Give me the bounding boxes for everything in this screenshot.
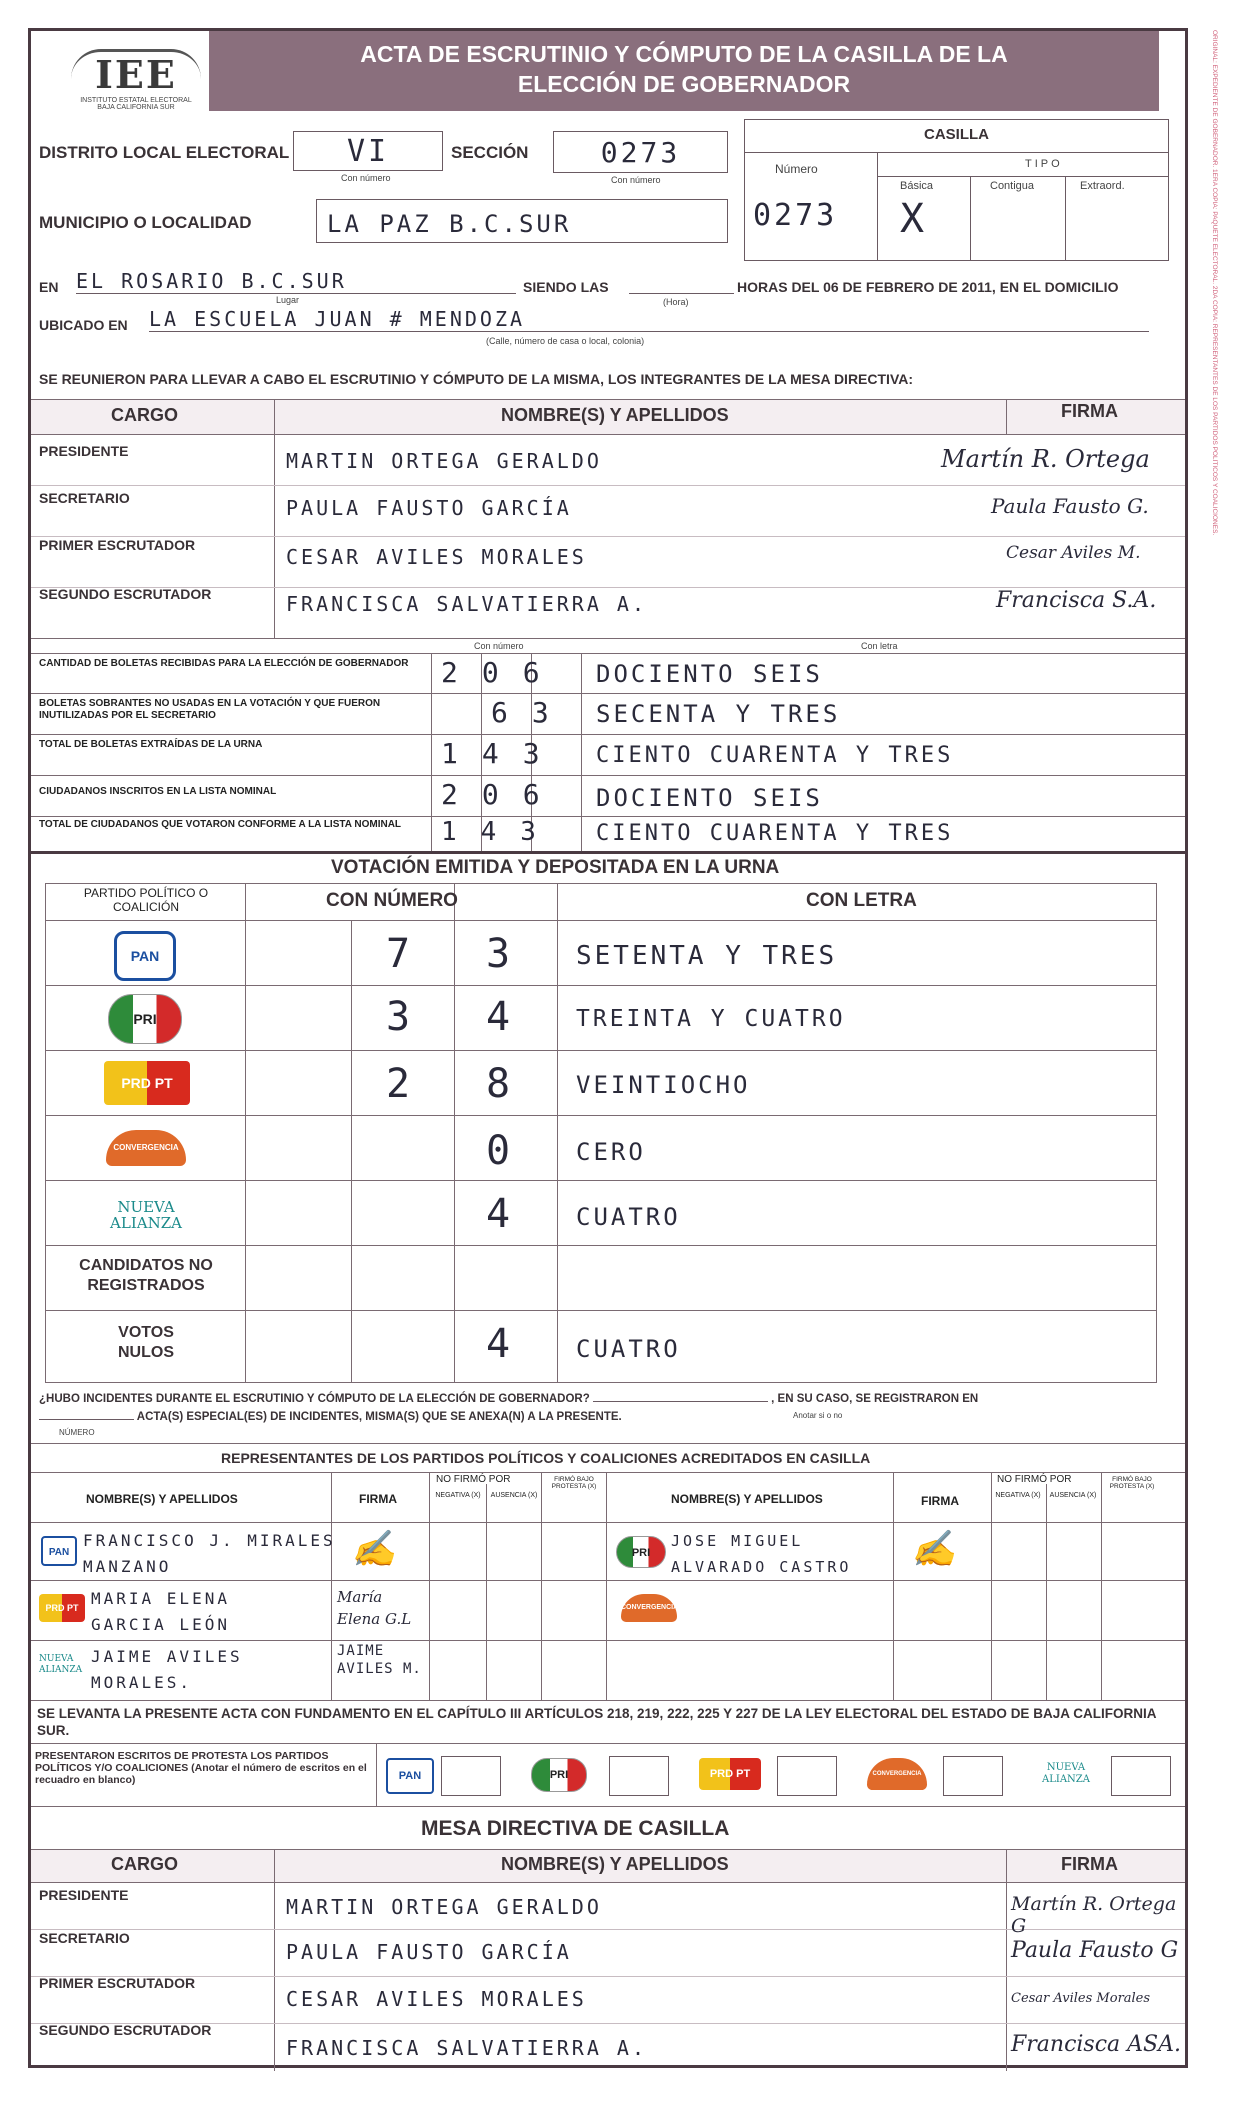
mesa-row-firma: Cesar Aviles M. bbox=[1006, 543, 1141, 563]
boleta-numero: 143 bbox=[441, 737, 564, 770]
seccion-con-numero: Con número bbox=[611, 175, 661, 185]
casilla-box bbox=[744, 119, 1169, 261]
protesta-prd-pt-icon: PRD PT bbox=[699, 1758, 761, 1790]
mesa-row-cargo: PRESIDENTE bbox=[39, 443, 129, 459]
mesa-row-cargo: SEGUNDO ESCRUTADOR bbox=[39, 586, 212, 602]
rep-vline-b bbox=[429, 1472, 430, 1700]
boleta-row bbox=[31, 776, 1185, 817]
rep-col-protesta-left: FIRMÓ BAJO PROTESTA (X) bbox=[551, 1476, 597, 1490]
rep-hline-1 bbox=[31, 1472, 1185, 1473]
boleta-letra: CIENTO CUARENTA Y TRES bbox=[596, 743, 954, 768]
casilla-divider-h2 bbox=[877, 176, 1168, 177]
basica-label: Básica bbox=[900, 180, 934, 192]
rep-col-negativa-left: NEGATIVA (X) bbox=[435, 1492, 481, 1499]
rep-vline-a bbox=[331, 1472, 332, 1700]
mesa-row-firma: Paula Fausto G. bbox=[991, 494, 1149, 518]
org-name-line1: INSTITUTO ESTATAL ELECTORAL bbox=[80, 97, 192, 104]
siendo-label: SIENDO LAS bbox=[523, 279, 609, 295]
mesa-row-firma: Martín R. Ortega bbox=[941, 445, 1150, 473]
casilla-label: CASILLA bbox=[924, 126, 989, 143]
incidentes-text1: ¿HUBO INCIDENTES DURANTE EL ESCRUTINIO Y CÓMPUTO DE LA ELECCIÓN DE GOBERNADOR? bbox=[39, 1393, 590, 1405]
ubicado-value: LA ESCUELA JUAN # MENDOZA bbox=[149, 307, 1149, 332]
mesa-final-header-nombre: NOMBRE(S) Y APELLIDOS bbox=[501, 1854, 729, 1874]
rep-vline-e bbox=[606, 1472, 607, 1700]
boletas-table bbox=[31, 639, 1185, 854]
vot-d1: 2 bbox=[386, 1061, 414, 1107]
vot-d2: 3 bbox=[486, 931, 514, 977]
vot-row bbox=[46, 1116, 1156, 1181]
mesa-final-firma: Martín R. Ortega G bbox=[1011, 1893, 1177, 1937]
convergencia-logo-icon: CONVERGENCIA bbox=[106, 1130, 186, 1166]
incidentes-text2: , EN SU CASO, SE REGISTRARON EN bbox=[771, 1393, 979, 1405]
boleta-letra: SECENTA Y TRES bbox=[596, 700, 841, 728]
vot-letra: VEINTIOCHO bbox=[576, 1071, 751, 1099]
vot-row bbox=[46, 1246, 1156, 1311]
incidentes-line2 bbox=[39, 1411, 622, 1423]
rep-left-nombre: FRANCISCO J. MIRALES MANZANO bbox=[83, 1531, 336, 1576]
rep-left-firma: María Elena G.L bbox=[337, 1588, 412, 1628]
rep-hline-4 bbox=[31, 1640, 1185, 1641]
mesa-final-firma: Francisca ASA. bbox=[1011, 2032, 1181, 2057]
rep-col-nofirmo-right: NO FIRMÓ POR bbox=[997, 1474, 1072, 1485]
boleta-row bbox=[31, 653, 1185, 694]
vot-d2: 8 bbox=[486, 1061, 514, 1107]
casilla-numero-value: 0273 bbox=[753, 198, 838, 233]
mesa-row bbox=[31, 486, 1185, 537]
vot-d2: 4 bbox=[486, 1321, 514, 1367]
protesta-pan-input[interactable] bbox=[441, 1756, 501, 1796]
pan-logo-icon: PAN bbox=[114, 931, 176, 981]
rep-left-nombre: JAIME AVILES MORALES. bbox=[91, 1647, 243, 1692]
mesa-row-cargo: PRIMER ESCRUTADOR bbox=[39, 537, 196, 553]
title-line2: ELECCIÓN DE GOBERNADOR bbox=[517, 71, 851, 97]
mesa-final-row bbox=[31, 1977, 1185, 2024]
mesa-row-nombre: FRANCISCA SALVATIERRA A. bbox=[286, 592, 647, 616]
incidentes-text3: ACTA(S) ESPECIAL(ES) DE INCIDENTES, MISMA(S) QUE SE ANEXA(N) A LA PRESENTE. bbox=[136, 1411, 622, 1423]
title-banner bbox=[209, 31, 1159, 111]
distrito-box bbox=[293, 131, 443, 171]
incidentes-anotar: Anotar si o no bbox=[793, 1411, 843, 1420]
mesa-final-title: MESA DIRECTIVA DE CASILLA bbox=[421, 1817, 730, 1840]
municipio-value: LA PAZ B.C.SUR bbox=[327, 210, 572, 238]
hora-line bbox=[629, 293, 734, 294]
rep-col-firma-right: FIRMA bbox=[921, 1494, 959, 1508]
mesa-final-row bbox=[31, 1883, 1185, 1937]
protesta-row bbox=[31, 1743, 1185, 1807]
distrito-con-numero: Con número bbox=[341, 173, 391, 183]
horas-text: HORAS DEL 06 DE FEBRERO DE 2011, EN EL DOMICILIO bbox=[737, 279, 1119, 295]
boletas-header-numero: Con número bbox=[474, 641, 524, 651]
boleta-label: CIUDADANOS INSCRITOS EN LA LISTA NOMINAL bbox=[39, 786, 277, 797]
mesa-header-cargo: CARGO bbox=[111, 405, 178, 425]
vot-letra: CUATRO bbox=[576, 1203, 681, 1231]
boleta-numero: 63 bbox=[491, 696, 573, 729]
org-name-line2: BAJA CALIFORNIA SUR bbox=[97, 104, 175, 111]
rep-vline-h bbox=[1046, 1484, 1047, 1700]
casilla-divider-h bbox=[745, 152, 1168, 153]
fundamento-text: SE LEVANTA LA PRESENTE ACTA CON FUNDAMENTO EN EL CAPÍTULO III ARTÍCULOS 218, 219, 222, 225 Y 227 DE LA LEY ELECTORAL DEL ESTADO DE BAJA CALIFORNIA SUR. bbox=[37, 1706, 1156, 1738]
pri-logo-icon: PRI bbox=[108, 994, 182, 1044]
protesta-convergencia-input[interactable] bbox=[943, 1756, 1003, 1796]
vot-header-numero: CON NÚMERO bbox=[326, 890, 458, 911]
rep-convergencia-icon: CONVERGENCIA bbox=[621, 1594, 677, 1622]
vot-header-partido: PARTIDO POLÍTICO O COALICIÓN bbox=[83, 886, 209, 914]
mesa-final-row bbox=[31, 1930, 1185, 1977]
municipio-label: MUNICIPIO O LOCALIDAD bbox=[39, 213, 252, 232]
protesta-pri-input[interactable] bbox=[609, 1756, 669, 1796]
boleta-letra: DOCIENTO SEIS bbox=[596, 784, 823, 812]
prd-pt-logo-icon: PRD PT bbox=[104, 1061, 190, 1105]
vot-row bbox=[46, 986, 1156, 1051]
protesta-vline bbox=[376, 1744, 377, 1806]
contigua-label: Contigua bbox=[990, 180, 1035, 192]
vot-row bbox=[46, 1051, 1156, 1116]
representantes-table bbox=[31, 1443, 1185, 1744]
hora-label: (Hora) bbox=[663, 297, 689, 307]
mesa-table bbox=[31, 399, 1185, 639]
mesa-header-firma: FIRMA bbox=[1061, 401, 1118, 421]
incidentes-line1 bbox=[39, 1393, 1179, 1405]
boleta-label: TOTAL DE CIUDADANOS QUE VOTARON CONFORME A LA LISTA NOMINAL bbox=[39, 819, 402, 830]
vot-letra: CERO bbox=[576, 1138, 646, 1166]
seccion-box bbox=[553, 131, 728, 173]
mesa-final-firma: Paula Fausto G bbox=[1011, 1938, 1179, 1963]
protesta-prd-pt-input[interactable] bbox=[777, 1756, 837, 1796]
boleta-numero: 143 bbox=[441, 817, 560, 847]
vot-partido-label: VOTOS NULOS bbox=[118, 1324, 174, 1361]
boleta-numero: 206 bbox=[441, 778, 564, 811]
rep-vline-c bbox=[486, 1484, 487, 1700]
rep-vline-g bbox=[991, 1472, 992, 1700]
en-value: EL ROSARIO B.C.SUR bbox=[76, 269, 516, 294]
mesa-final-cargo: SECRETARIO bbox=[39, 1930, 130, 1946]
boleta-label: CANTIDAD DE BOLETAS RECIBIDAS PARA LA ELECCIÓN DE GOBERNADOR bbox=[39, 658, 409, 669]
protesta-nueva-alianza-input[interactable] bbox=[1111, 1756, 1171, 1796]
vot-row bbox=[46, 1181, 1156, 1246]
rep-col-negativa-right: NEGATIVA (X) bbox=[995, 1492, 1041, 1499]
protesta-nueva-alianza-icon: NUEVA ALIANZA bbox=[1042, 1762, 1090, 1785]
vot-letra: SETENTA Y TRES bbox=[576, 941, 838, 971]
rep-left-firma: JAIME AVILES M. bbox=[337, 1643, 422, 1677]
ubicado-label: UBICADO EN bbox=[39, 317, 128, 333]
mesa-final-nombre: CESAR AVILES MORALES bbox=[286, 1987, 587, 2011]
vot-d2: 0 bbox=[486, 1128, 514, 1174]
rep-hline-2 bbox=[31, 1522, 1185, 1523]
numero-label: Número bbox=[775, 162, 818, 176]
mesa-final-cargo: SEGUNDO ESCRUTADOR bbox=[39, 2022, 212, 2038]
mesa-vline-2 bbox=[1006, 399, 1007, 435]
municipio-box bbox=[316, 199, 728, 243]
boleta-row bbox=[31, 735, 1185, 776]
vot-d2: 4 bbox=[486, 994, 514, 1040]
tipo-label: TIPO bbox=[1025, 158, 1063, 170]
mesa-row bbox=[31, 588, 1185, 639]
rep-left-firma: ✍ bbox=[351, 1529, 396, 1570]
vot-letra: CUATRO bbox=[576, 1335, 681, 1363]
distrito-label: DISTRITO LOCAL ELECTORAL bbox=[39, 143, 290, 162]
mesa-row-nombre: MARTIN ORTEGA GERALDO bbox=[286, 449, 602, 473]
vot-row bbox=[46, 921, 1156, 986]
vot-d1: 7 bbox=[386, 931, 414, 977]
mesa-final-firma: Cesar Aviles Morales bbox=[1011, 1991, 1151, 2006]
iee-logo bbox=[71, 49, 201, 109]
mesa-final-header-firma: FIRMA bbox=[1061, 1854, 1118, 1874]
mesa-row bbox=[31, 537, 1185, 588]
rep-left-nombre: MARIA ELENA GARCIA LEÓN bbox=[91, 1589, 230, 1634]
casilla-divider-v2 bbox=[970, 176, 971, 260]
rep-col-nombre-left: NOMBRE(S) Y APELLIDOS bbox=[86, 1492, 238, 1506]
seccion-value: 0273 bbox=[600, 136, 681, 169]
rep-hline-3 bbox=[31, 1580, 1185, 1581]
casilla-tipo-mark: X bbox=[900, 196, 928, 242]
mesa-final-nombre: MARTIN ORTEGA GERALDO bbox=[286, 1895, 602, 1919]
rep-title: REPRESENTANTES DE LOS PARTIDOS POLÍTICOS Y COALICIONES ACREDITADOS EN CASILLA bbox=[221, 1450, 871, 1466]
mesa-row-cargo: SECRETARIO bbox=[39, 490, 130, 506]
title-line1: ACTA DE ESCRUTINIO Y CÓMPUTO DE LA CASILLA DE LA bbox=[360, 41, 1008, 67]
mesa-row-nombre: CESAR AVILES MORALES bbox=[286, 545, 587, 569]
rep-col-nombre-right: NOMBRE(S) Y APELLIDOS bbox=[671, 1492, 823, 1506]
incidentes-numero-label: NÚMERO bbox=[59, 1428, 95, 1437]
rep-col-ausencia-right: AUSENCIA (X) bbox=[1049, 1492, 1097, 1499]
rep-prd-pt-icon: PRD PT bbox=[39, 1594, 85, 1622]
mesa-row-nombre: PAULA FAUSTO GARCÍA bbox=[286, 496, 572, 520]
vot-letra: TREINTA Y CUATRO bbox=[576, 1006, 846, 1032]
votacion-title: VOTACIÓN EMITIDA Y DEPOSITADA EN LA URNA bbox=[331, 857, 780, 878]
mesa-row bbox=[31, 435, 1185, 486]
rep-hline-5 bbox=[31, 1700, 1185, 1701]
nueva-alianza-logo-icon: NUEVA ALIANZA bbox=[110, 1198, 182, 1232]
vot-partido-label: CANDIDATOS NO REGISTRADOS bbox=[79, 1257, 213, 1294]
protesta-text: PRESENTARON ESCRITOS DE PROTESTA LOS PARTIDOS POLÍTICOS Y/O COALICIONES (Anotar el número de escritos en el recuadro en blanco) bbox=[35, 1750, 367, 1786]
boleta-row bbox=[31, 694, 1185, 735]
distrito-value: VI bbox=[346, 134, 390, 169]
boleta-letra: DOCIENTO SEIS bbox=[596, 660, 823, 688]
mesa-final-row bbox=[31, 2024, 1185, 2069]
votacion-table bbox=[45, 883, 1157, 1383]
vot-d2: 4 bbox=[486, 1191, 514, 1237]
rep-vline-i bbox=[1101, 1472, 1102, 1700]
acta-document bbox=[28, 28, 1188, 2068]
rep-col-protesta-right: FIRMÓ BAJO PROTESTA (X) bbox=[1109, 1476, 1155, 1490]
en-label: EN bbox=[39, 279, 59, 295]
rep-right-firma: ✍ bbox=[911, 1529, 956, 1570]
mesa-final-cargo: PRESIDENTE bbox=[39, 1887, 129, 1903]
rep-col-firma-left: FIRMA bbox=[359, 1492, 397, 1506]
extraord-label: Extraord. bbox=[1080, 180, 1125, 192]
casilla-divider-v3 bbox=[1065, 176, 1066, 260]
boleta-label: TOTAL DE BOLETAS EXTRAÍDAS DE LA URNA bbox=[39, 739, 263, 750]
reunion-text: SE REUNIERON PARA LLEVAR A CABO EL ESCRUTINIO Y CÓMPUTO DE LA MISMA, LOS INTEGRANTES DE LA MESA DIRECTIVA: bbox=[39, 371, 914, 387]
boletas-header-letra: Con letra bbox=[861, 641, 898, 651]
protesta-pan-icon: PAN bbox=[386, 1758, 434, 1794]
boleta-numero: 206 bbox=[441, 656, 564, 689]
mesa-final-nombre: PAULA FAUSTO GARCÍA bbox=[286, 1940, 572, 1964]
mesa-final-header-cargo: CARGO bbox=[111, 1854, 178, 1874]
boleta-row bbox=[31, 817, 1185, 854]
calle-label: (Calle, número de casa o local, colonia) bbox=[486, 336, 645, 346]
rep-pan-icon: PAN bbox=[41, 1536, 77, 1566]
mesa-final-nombre: FRANCISCA SALVATIERRA A. bbox=[286, 2036, 647, 2060]
mesa-row-firma: Francisca S.A. bbox=[996, 588, 1157, 613]
vot-row bbox=[46, 1311, 1156, 1382]
rep-pri-icon: PRI bbox=[616, 1536, 666, 1568]
incidentes-blank bbox=[593, 1401, 768, 1402]
casilla-divider-v1 bbox=[877, 152, 878, 260]
protesta-pri-icon: PRI bbox=[531, 1758, 587, 1792]
rep-right-nombre: JOSE MIGUEL ALVARADO CASTRO bbox=[671, 1532, 852, 1576]
protesta-convergencia-icon: CONVERGENCIA bbox=[867, 1758, 927, 1790]
incidentes-numero-blank bbox=[39, 1419, 134, 1420]
rep-col-nofirmo-left: NO FIRMÓ POR bbox=[436, 1474, 511, 1485]
rep-vline-f bbox=[893, 1472, 894, 1700]
seccion-label: SECCIÓN bbox=[451, 143, 529, 162]
iee-logo-text: IEE bbox=[71, 49, 201, 97]
rep-col-ausencia-left: AUSENCIA (X) bbox=[490, 1492, 538, 1499]
mesa-final-cargo: PRIMER ESCRUTADOR bbox=[39, 1975, 196, 1991]
lugar-label: Lugar bbox=[276, 295, 300, 305]
mesa-header-nombre: NOMBRE(S) Y APELLIDOS bbox=[501, 405, 729, 425]
boleta-label: BOLETAS SOBRANTES NO USADAS EN LA VOTACIÓN Y QUE FUERON INUTILIZADAS POR EL SECRETARIO bbox=[39, 698, 381, 721]
vot-header-letra: CON LETRA bbox=[806, 890, 917, 911]
boleta-letra: CIENTO CUARENTA Y TRES bbox=[596, 821, 954, 846]
mesa-final-table bbox=[31, 1849, 1185, 2071]
rep-vline-d bbox=[541, 1472, 542, 1700]
side-note: ORIGINAL: EXPEDIENTE DE GOBERNADOR. 1ERA COPIA: PAQUETE ELECTORAL. 2DA COPIA: REPRESENTANTES DE LOS PARTIDOS POLÍTICOS Y COALICIONES. bbox=[1211, 30, 1218, 536]
rep-nueva-alianza-icon: NUEVA ALIANZA bbox=[39, 1654, 83, 1675]
vot-d1: 3 bbox=[386, 994, 414, 1040]
